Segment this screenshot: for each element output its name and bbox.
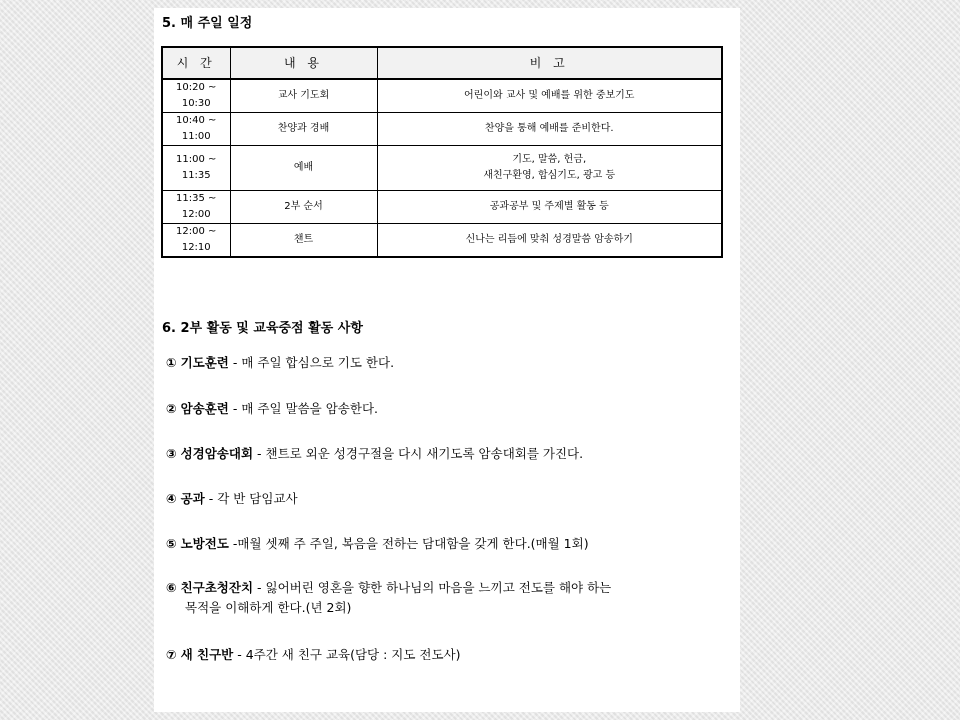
cell-note: 찬양을 통해 예배를 준비한다. xyxy=(377,113,722,146)
item-label: 기도훈련 xyxy=(180,355,229,370)
cell-note: 기도, 말씀, 헌금, 새친구환영, 합심기도, 광고 등 xyxy=(377,146,722,191)
item-text: - 각 반 담임교사 xyxy=(204,491,298,506)
item-label: 새 친구반 xyxy=(180,647,234,662)
cell-time: 12:00 ~ 12:10 xyxy=(162,224,230,258)
item-number: ① xyxy=(166,355,177,370)
document-page xyxy=(154,8,740,712)
list-item xyxy=(166,353,736,373)
table-row xyxy=(162,146,722,191)
cell-content: 챈트 xyxy=(230,224,377,258)
list-item xyxy=(166,399,736,419)
table-row xyxy=(162,79,722,113)
item-label: 성경암송대회 xyxy=(180,446,254,461)
cell-note: 공과공부 및 주제별 활동 등 xyxy=(377,191,722,224)
item-number: ⑤ xyxy=(166,536,177,551)
list-item xyxy=(166,534,736,554)
item-label: 암송훈련 xyxy=(180,401,229,416)
table-header-row xyxy=(162,47,722,79)
cell-content: 찬양과 경배 xyxy=(230,113,377,146)
item-number: ⑥ xyxy=(166,580,177,595)
item-label: 노방전도 xyxy=(180,536,229,551)
item-text: - 4주간 새 친구 교육(담당 : 지도 전도사) xyxy=(233,647,461,662)
item-number: ③ xyxy=(166,446,177,461)
table-row xyxy=(162,113,722,146)
cell-content: 교사 기도회 xyxy=(230,79,377,113)
cell-note: 신나는 리듬에 맞춰 성경말씀 암송하기 xyxy=(377,224,722,258)
header-note: 비 고 xyxy=(377,47,722,79)
item-text: - 잃어버린 영혼을 향한 하나님의 마음을 느끼고 전도를 해야 하는 xyxy=(253,580,612,595)
item-number: ⑦ xyxy=(166,647,177,662)
item-text: - 매 주일 말씀을 암송한다. xyxy=(228,401,378,416)
item-text: -매월 셋째 주 주일, 복음을 전하는 담대함을 갖게 한다.(매월 1회) xyxy=(228,536,589,551)
list-item xyxy=(166,645,736,665)
cell-time: 11:00 ~ 11:35 xyxy=(162,146,230,191)
table-row xyxy=(162,224,722,258)
cell-content: 예배 xyxy=(230,146,377,191)
cell-time: 10:40 ~ 11:00 xyxy=(162,113,230,146)
list-item xyxy=(166,489,736,509)
item-label: 공과 xyxy=(180,491,205,506)
table-row xyxy=(162,191,722,224)
section-6-title: 6. 2부 활동 및 교육중점 활동 사항 xyxy=(162,321,363,336)
cell-content: 2부 순서 xyxy=(230,191,377,224)
item-text: - 챈트로 외운 성경구절을 다시 새기도록 암송대회를 가진다. xyxy=(253,446,584,461)
item-text: - 매 주일 합심으로 기도 한다. xyxy=(228,355,395,370)
cell-note: 어린이와 교사 및 예배를 위한 중보기도 xyxy=(377,79,722,113)
cell-time: 11:35 ~ 12:00 xyxy=(162,191,230,224)
item-label: 친구초청잔치 xyxy=(180,580,254,595)
list-item xyxy=(166,578,736,618)
item-text-continued: 목적을 이해하게 한다.(년 2회) xyxy=(185,600,352,615)
header-content: 내 용 xyxy=(230,47,377,79)
schedule-table xyxy=(161,46,723,258)
header-time: 시 간 xyxy=(162,47,230,79)
item-number: ② xyxy=(166,401,177,416)
section-5-title: 5. 매 주일 일정 xyxy=(162,16,253,31)
list-item xyxy=(166,444,736,464)
item-number: ④ xyxy=(166,491,177,506)
cell-time: 10:20 ~ 10:30 xyxy=(162,79,230,113)
